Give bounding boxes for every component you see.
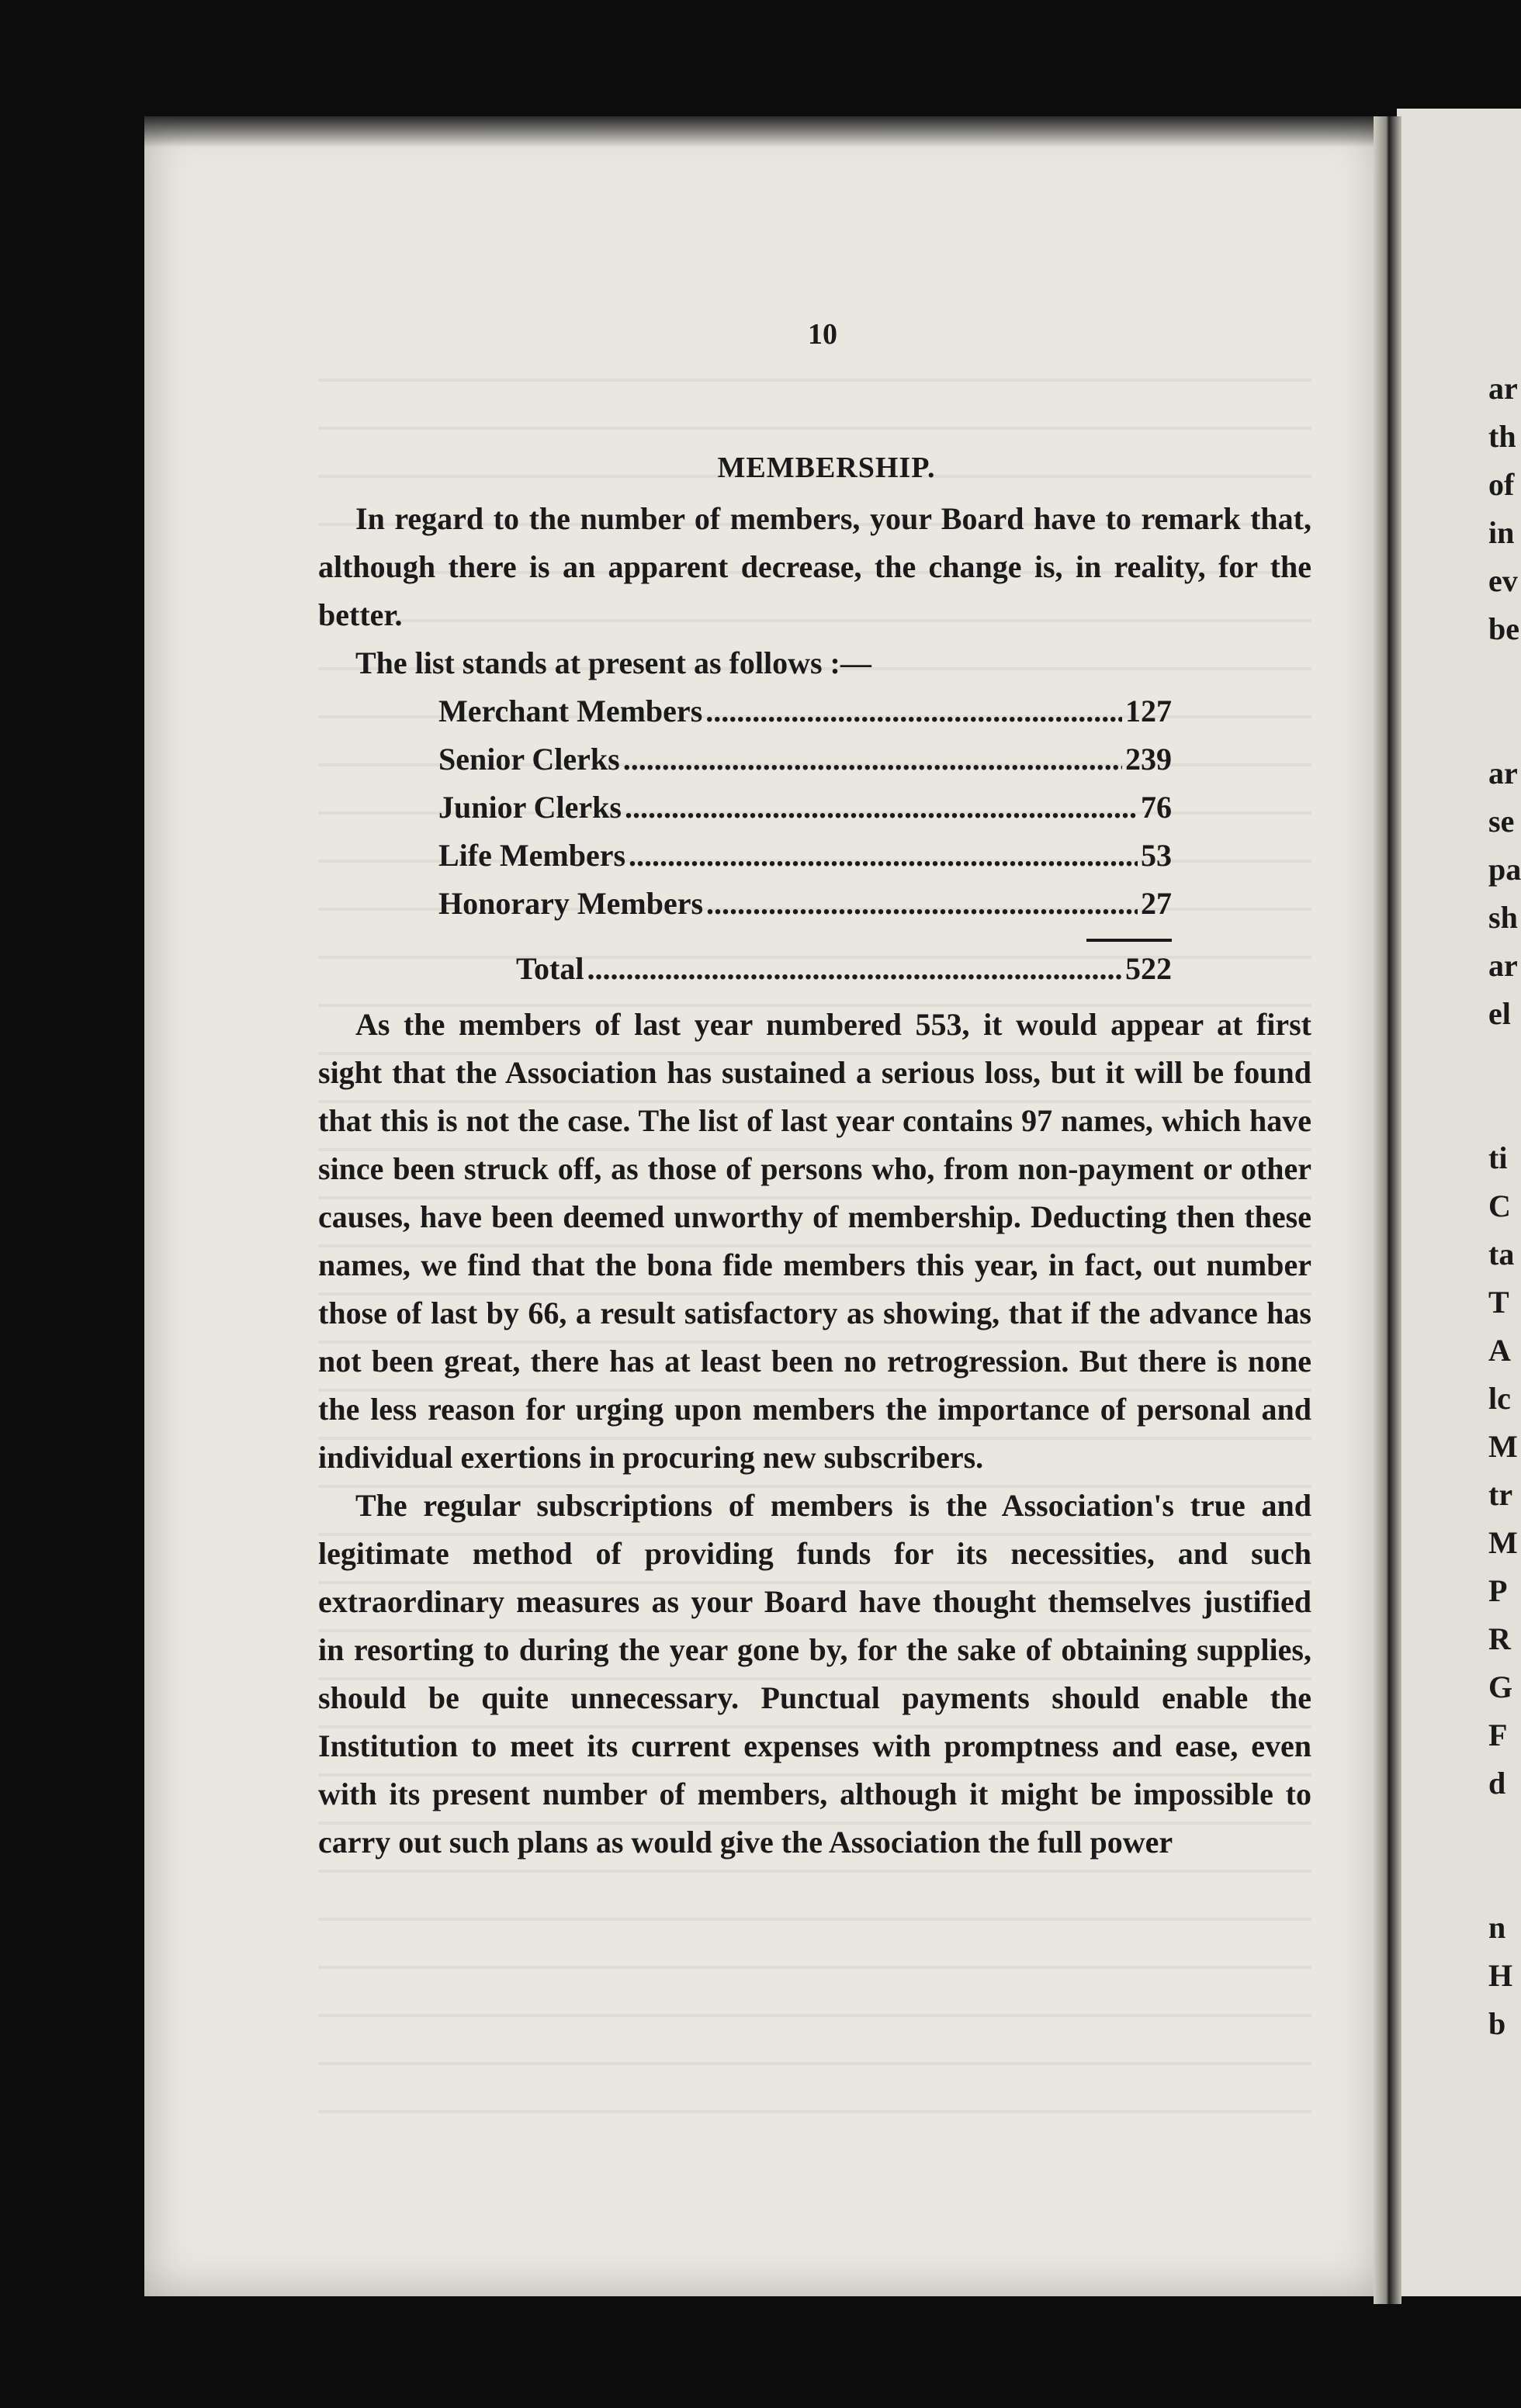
- total-rule: [1086, 939, 1172, 942]
- leader-dots: [587, 945, 1122, 993]
- list-row: [438, 784, 1172, 832]
- leader-dots: [706, 880, 1138, 928]
- total-value: 522: [1125, 951, 1172, 986]
- list-label: Junior Clerks: [438, 790, 622, 825]
- facing-page-fragment: A: [1488, 1333, 1511, 1368]
- leader-dots: [625, 784, 1138, 832]
- facing-page-fragment: b: [1488, 2006, 1506, 2041]
- facing-page-fragment: F: [1488, 1718, 1508, 1752]
- list-row: [438, 880, 1172, 928]
- facing-page-fragment: lc: [1488, 1381, 1511, 1416]
- facing-page-fragment: C: [1488, 1188, 1511, 1223]
- facing-page-fragment: [1488, 701, 1521, 749]
- list-label: Honorary Members: [438, 886, 704, 921]
- facing-page-fragment: H: [1488, 1958, 1513, 1993]
- list-intro: The list stands at present as follows :—: [355, 645, 871, 680]
- facing-page-fragment: M: [1488, 1525, 1518, 1560]
- facing-page-fragment: sh: [1488, 900, 1518, 935]
- facing-page-fragment: ar: [1488, 948, 1518, 983]
- leader-dots: [705, 687, 1122, 735]
- body-paragraph: As the members of last year numbered 553, it would appear at first sight that the Association has sustained a serious loss, but it will be found that this is not the case. The list of last year contains 97 names, which have since been struck off, as those of persons who, from non-payment or other causes, have been deemed unworthy of membership. Deducting then these names, we find that the bona fide members this year, in fact, out number those of last by 66, a result satisfactory as showing, that if the advance has not been great, there has at least been no retrogression. But there is none the less reason for urging upon members the importance of personal and individual exertions in procuring new subscribers.: [318, 1007, 1311, 1475]
- page-number: 10: [808, 318, 837, 351]
- facing-page-fragment: G: [1488, 1669, 1513, 1704]
- body-paragraph: The regular subscriptions of members is the Association's true and legitimate method of providing funds for its necessities, and such extraordinary measures as your Board have thought themselves justified in resorting to during the year gone by, for the sake of obtaining supplies, should be quite unnecessary. Punctual payments should enable the Institution to meet its current expenses with promptness and ease, even with its present number of members, although it might be impossible to carry out such plans as would give the Association the full power: [318, 1488, 1311, 1860]
- list-label: Senior Clerks: [438, 742, 620, 777]
- list-row: [438, 687, 1172, 735]
- facing-page-fragment: T: [1488, 1285, 1509, 1320]
- facing-page-fragment: of: [1488, 467, 1515, 502]
- leader-dots: [623, 735, 1122, 784]
- total-row: [516, 945, 1172, 993]
- facing-page-fragment: d: [1488, 1766, 1506, 1801]
- intro-paragraph: In regard to the number of members, your Board have to remark that, although there is an apparent decrease, the change is, in reality, for the better.: [318, 501, 1311, 632]
- facing-page-fragment: ti: [1488, 1140, 1508, 1175]
- facing-page-fragment: [1488, 1808, 1521, 1856]
- facing-page-fragment: tr: [1488, 1477, 1513, 1512]
- facing-page-fragment: pa: [1488, 852, 1521, 887]
- list-value: 127: [1125, 694, 1172, 728]
- membership-list: [438, 687, 1172, 993]
- facing-page-fragment: n: [1488, 1910, 1506, 1945]
- facing-page-fragment: el: [1488, 996, 1511, 1031]
- facing-page-fragment: M: [1488, 1429, 1518, 1464]
- facing-page-fragment: in: [1488, 515, 1515, 550]
- facing-page-fragment: se: [1488, 804, 1515, 839]
- page-text: [318, 310, 1311, 1867]
- facing-page-fragment: [1488, 1038, 1521, 1086]
- total-label: Total: [516, 951, 584, 986]
- section-heading: MEMBERSHIP.: [717, 452, 936, 484]
- facing-page-fragment: [1488, 1086, 1521, 1134]
- facing-page-fragment: th: [1488, 419, 1516, 454]
- leader-dots: [629, 832, 1138, 880]
- facing-page-fragment: [1488, 653, 1521, 701]
- facing-page-fragment: ev: [1488, 563, 1518, 598]
- list-label: Life Members: [438, 838, 626, 873]
- facing-page-fragment: [1488, 1856, 1521, 1904]
- list-label: Merchant Members: [438, 694, 703, 728]
- facing-page-fragment: be: [1488, 611, 1519, 646]
- list-value: 239: [1125, 742, 1172, 777]
- list-value: 27: [1141, 886, 1172, 921]
- list-row: [438, 832, 1172, 880]
- facing-page-fragment: ta: [1488, 1237, 1515, 1271]
- list-value: 53: [1141, 838, 1172, 873]
- facing-page-fragment: ar: [1488, 756, 1518, 791]
- facing-page-fragment: P: [1488, 1573, 1508, 1608]
- facing-page-text: [1488, 365, 1521, 2048]
- facing-page-fragment: R: [1488, 1621, 1511, 1656]
- book-gutter: [1374, 116, 1401, 2304]
- facing-page-fragment: ar: [1488, 371, 1518, 406]
- list-row: [438, 735, 1172, 784]
- list-value: 76: [1141, 790, 1172, 825]
